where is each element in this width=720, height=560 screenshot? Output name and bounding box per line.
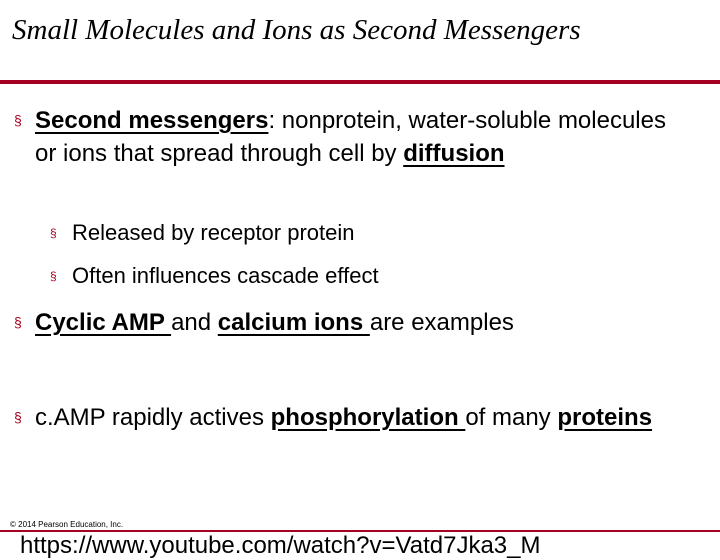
title-divider — [0, 80, 720, 84]
term-calcium-ions: calcium ions — [217, 309, 370, 336]
term-diffusion: diffusion — [403, 140, 505, 167]
copyright-notice: © 2014 Pearson Education, Inc. — [10, 520, 124, 529]
term-cyclic-amp: Cyclic AMP — [35, 309, 172, 336]
bullet-marker: § — [50, 226, 57, 240]
sub-bullet-released — [50, 218, 672, 248]
sub-bullet-text: Often influences cascade effect — [72, 263, 379, 288]
bullet-camp — [14, 401, 675, 434]
bullet-marker: § — [50, 269, 57, 283]
bullet-text: : nonprotein, water-soluble molecules or ions that spread through cell by — [35, 107, 666, 167]
bullet-examples — [14, 306, 675, 339]
bullet-marker: § — [14, 314, 22, 330]
term-second-messengers: Second messengers — [35, 107, 269, 134]
sub-bullet-text: Released by receptor protein — [72, 220, 355, 245]
term-phosphorylation: phosphorylation — [270, 404, 466, 431]
bullet-second-messengers — [14, 104, 675, 170]
term-proteins: proteins — [557, 404, 653, 431]
bullet-marker: § — [14, 409, 22, 425]
bullet-text: and — [171, 309, 218, 336]
sub-bullet-cascade — [50, 261, 672, 291]
bullet-text: c.AMP rapidly actives — [35, 404, 271, 431]
bullet-text: of many — [465, 404, 558, 431]
clipped-overflow — [0, 530, 720, 559]
clipped-link-text[interactable]: https://www.youtube.com/watch?v=Vatd7Jka3_M — [20, 532, 541, 559]
bullet-text: are examples — [369, 309, 514, 336]
slide-title: Small Molecules and Ions as Second Messengers — [12, 14, 581, 46]
bullet-marker: § — [14, 112, 22, 128]
